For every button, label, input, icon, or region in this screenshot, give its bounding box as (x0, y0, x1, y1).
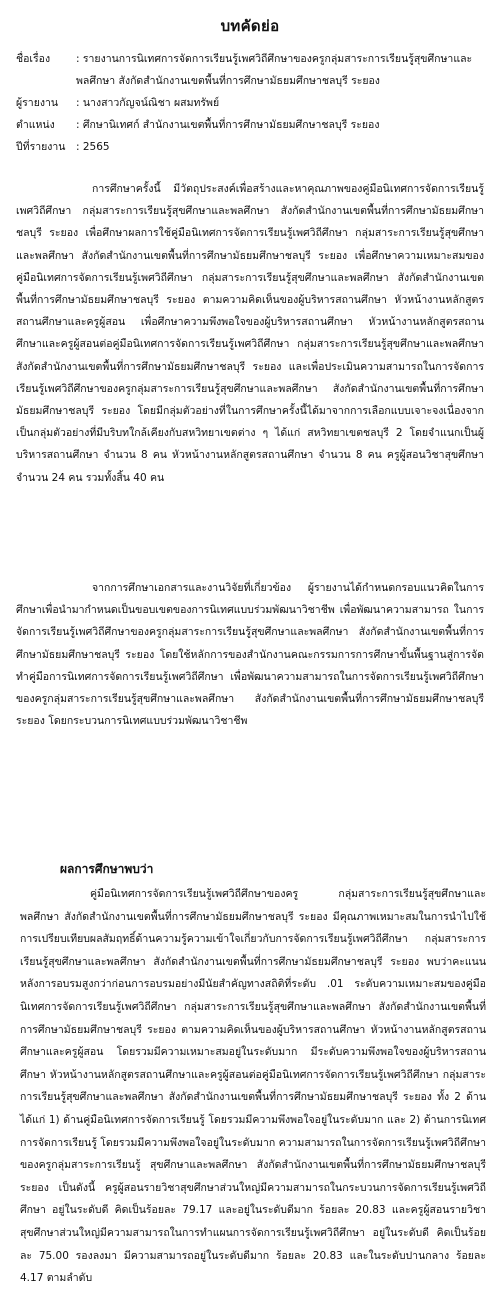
meta-key-author: ผู้รายงาน (16, 97, 59, 109)
meta-value-position: : ศึกษานิเทศก์ สำนักงานเขตพื้นที่การศึกษามัธยมศึกษาชลบุรี ระยอง (76, 119, 380, 131)
page-title: บทคัดย่อ (220, 17, 280, 35)
meta-key-year: ปีที่รายงาน (16, 141, 66, 153)
meta-value-author: : นางสาวกัญจน์ณิชา ผสมทรัพย์ (76, 97, 220, 109)
meta-key-title: ชื่อเรื่อง (16, 53, 51, 65)
results-paragraph: คู่มือนิเทศการจัดการเรียนรู้เพศวิถีศึกษาของครู กลุ่มสาระการเรียนรู้สุขศึกษาและพลศึกษา สังกัดสำนักงานเขตพื้นที่การศึกษามัธยมศึกษาชลบุรี ระยอง มีคุณภาพเหมาะสมในการนำไปใช้ การเปรียบเทียบผลสัมฤทธิ์ด้านความรู้ความเข้าใจเกี่ยวกับการจัดการเรียนรู้เพศวิถีศึกษา กลุ่มสาระการเรียนรู้สุขศึกษาและพลศึกษา สังกัดสำนักงานเขตพื้นที่การศึกษามัธยมศึกษาชลบุรี ระยอง พบว่าคะแนนหลังการอบรมสูงกว่าก่อนการอบรมอย่างมีนัยสำคัญทางสถิติที่ระดับ .01 ระดับความเหมาะสมของคู่มือนิเทศการจัดการเรียนรู้เพศวิถีศึกษา กลุ่มสาระการเรียนรู้สุขศึกษาและพลศึกษา สังกัดสำนักงานเขตพื้นที่การศึกษามัธยมศึกษาชลบุรี ระยอง ตามความคิดเห็นของผู้บริหารสถานศึกษา หัวหน้างานหลักสูตรสถานศึกษาและครูผู้สอน โดยรวมมีความเหมาะสมอยู่ในระดับมาก มีระดับความพึงพอใจของผู้บริหารสถานศึกษา หัวหน้างานหลักสูตรสถานศึกษาและครูผู้สอนต่อคู่มือนิเทศการจัดการเรียนรู้เพศวิถีศึกษา กลุ่มสาระการเรียนรู้สุขศึกษาและพลศึกษา สังกัดสำนักงานเขตพื้นที่การศึกษามัธยมศึกษาชลบุรี ระยอง ทั้ง 2 ด้าน ได้แก่ 1) ด้านคู่มือนิเทศการจัดการเรียนรู้ โดยรวมมีความพึงพอใจอยู่ในระดับมาก และ 2) ด้านการนิเทศการจัดการเรียนรู้ โดยรวมมีความพึงพอใจอยู่ในระดับมาก ความสามารถในการจัดการเรียนรู้เพศวิถีศึกษาของครูกลุ่มสาระการเรียนรู้ สุขศึกษาและพลศึกษา สังกัดสำนักงานเขตพื้นที่การศึกษามัธยมศึกษาชลบุรี ระยอง เป็นดังนี้ ครูผู้สอนรายวิชาสุขศึกษาส่วนใหญ่มีความสามารถในกระบวนการจัดการเรียนรู้เพศวิถีศึกษา อยู่ในระดับดี คิดเป็นร้อยละ 79.17 และอยู่ในระดับดีมาก ร้อยละ 20.83 และครูผู้สอนรายวิชาสุขศึกษาส่วนใหญ่มีความสามารถในการทำแผนการจัดการเรียนรู้เพศวิถีศึกษา อยู่ในระดับดี คิดเป็นร้อยละ 75.00 รองลงมา มีความสามารถอยู่ในระดับดีมาก ร้อยละ 20.83 และในระดับปานกลาง ร้อยละ 4.17 ตามลำดับ (20, 888, 486, 1285)
meta-block (16, 48, 486, 158)
meta-row-position (16, 114, 486, 136)
meta-value-year: : 2565 (76, 141, 110, 153)
meta-row-year (16, 136, 486, 158)
meta-row-author (16, 92, 486, 114)
results-heading: ผลการศึกษาพบว่า (60, 862, 154, 876)
abstract-paragraph-1: การศึกษาครั้งนี้ มีวัตถุประสงค์เพื่อสร้างและหาคุณภาพของคู่มือนิเทศการจัดการเรียนรู้เพศวิถีศึกษา กลุ่มสาระการเรียนรู้สุขศึกษาและพลศึกษา สังกัดสำนักงานเขตพื้นที่การศึกษามัธยมศึกษาชลบุรี ระยอง เพื่อศึกษาผลการใช้คู่มือนิเทศการจัดการเรียนรู้เพศวิถีศึกษา กลุ่มสาระการเรียนรู้สุขศึกษาและพลศึกษา สังกัดสำนักงานเขตพื้นที่การศึกษามัธยมศึกษาชลบุรี ระยอง เพื่อศึกษาความเหมาะสมของคู่มือนิเทศการจัดการเรียนรู้เพศวิถีศึกษา กลุ่มสาระการเรียนรู้สุขศึกษาและพลศึกษา สังกัดสำนักงานเขตพื้นที่การศึกษามัธยมศึกษาชลบุรี ระยอง ตามความคิดเห็นของผู้บริหารสถานศึกษา หัวหน้างานหลักสูตรสถานศึกษาและครูผู้สอน เพื่อศึกษาความพึงพอใจของผู้บริหารสถานศึกษา หัวหน้างานหลักสูตรสถานศึกษาและครูผู้สอนต่อคู่มือนิเทศการจัดการเรียนรู้เพศวิถีศึกษา กลุ่มสาระการเรียนรู้สุขศึกษาและพลศึกษา สังกัดสำนักงานเขตพื้นที่การศึกษามัธยมศึกษาชลบุรี ระยอง และเพื่อประเมินความสามารถในการจัดการเรียนรู้เพศวิถีศึกษาของครูกลุ่มสาระการเรียนรู้สุขศึกษาและพลศึกษา สังกัดสำนักงานเขตพื้นที่การศึกษามัธยมศึกษาชลบุรี ระยอง โดยมีกลุ่มตัวอย่างที่ในการศึกษาครั้งนี้ได้มาจากการเลือกแบบเจาะจงเนื่องจากเป็นกลุ่มตัวอย่างที่มีบริบทใกล้เคียงกับสหวิทยาเขตต่าง ๆ ได้แก่ สหวิทยาเขตชลบุรี 2 โดยจำแนกเป็นผู้บริหารสถานศึกษา จำนวน 8 คน หัวหน้างานหลักสูตรสถานศึกษา จำนวน 8 คน ครูผู้สอนวิชาสุขศึกษา จำนวน 24 คน รวมทั้งสิ้น 40 คน (16, 183, 484, 484)
abstract-paragraph-2: จากการศึกษาเอกสารและงานวิจัยที่เกี่ยวข้อง ผู้รายงานได้กำหนดกรอบแนวคิดในการศึกษาเพื่อนำมากำหนดเป็นขอบเขตของการนิเทศแบบร่วมพัฒนาวิชาชีพ เพื่อพัฒนาความสามารถ ในการจัดการเรียนรู้เพศวิถีศึกษาของครูกลุ่มสาระการเรียนรู้สุขศึกษาและพลศึกษา สังกัดสำนักงานเขตพื้นที่การศึกษามัธยมศึกษาชลบุรี ระยอง โดยใช้หลักการของสำนักงานคณะกรรมการการศึกษาขั้นพื้นฐานสู่การจัดทำคู่มือการนิเทศการจัดการเรียนรู้เพศวิถีศึกษา เพื่อพัฒนาความสามารถในการจัดการเรียนรู้เพศวิถีศึกษาของครูกลุ่มสาระการเรียนรู้สุขศึกษาและพลศึกษา สังกัดสำนักงานเขตพื้นที่การศึกษามัธยมศึกษาชลบุรี ระยอง โดยกระบวนการนิเทศแบบร่วมพัฒนาวิชาชีพ (16, 582, 484, 728)
meta-value-title: : รายงานการนิเทศการจัดการเรียนรู้เพศวิถีศึกษาของครูกลุ่มสาระการเรียนรู้สุขศึกษาและพลศึกษา สังกัดสำนักงานเขตพื้นที่การศึกษามัธยมศึกษาชลบุรี ระยอง (76, 53, 473, 87)
meta-key-position: ตำแหน่ง (16, 119, 55, 131)
meta-row-title (16, 48, 486, 92)
